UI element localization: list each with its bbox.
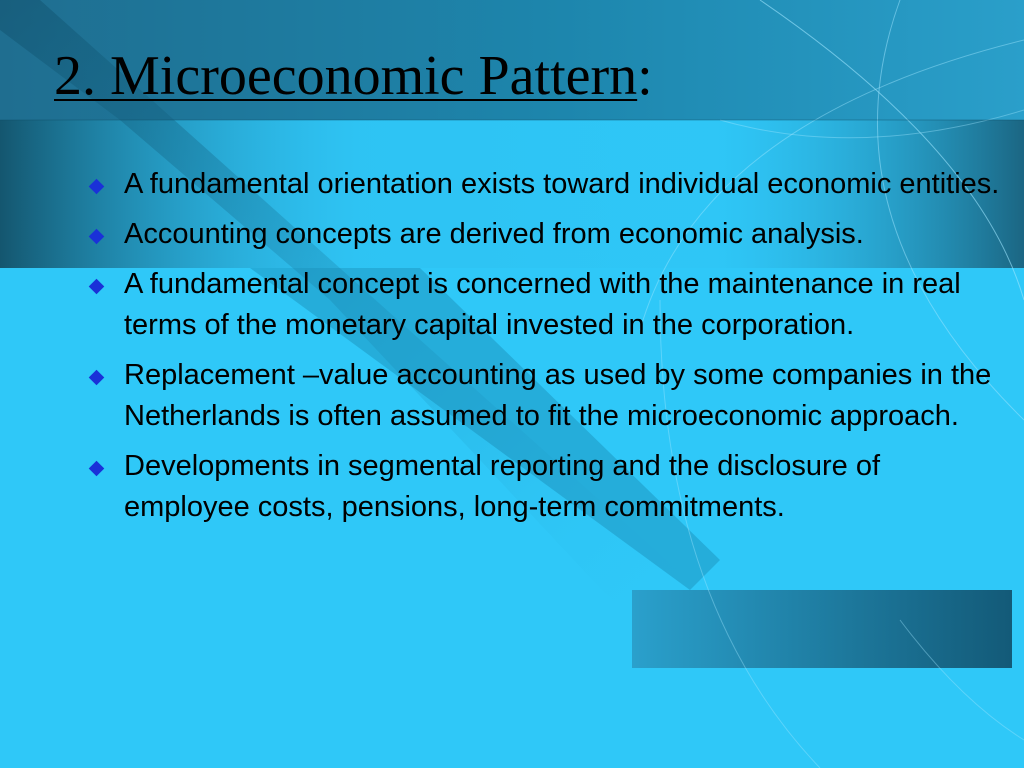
bullet-item — [84, 355, 1004, 437]
bullet-text: Replacement –value accounting as used by some companies in the Netherlands is often assumed to fit the microeconomic approach. — [124, 359, 992, 432]
bullet-item — [84, 214, 1004, 255]
bullet-list — [84, 164, 1004, 537]
bullet-text: A fundamental concept is concerned with the maintenance in real terms of the monetary capital invested in the corporation. — [124, 268, 961, 341]
blue-diamond-icon — [89, 229, 105, 245]
bullet-item — [84, 164, 1004, 205]
page-title — [54, 40, 653, 112]
blue-diamond-icon — [89, 279, 105, 295]
blue-diamond-icon — [89, 179, 105, 195]
bullet-item — [84, 264, 1004, 346]
bullet-text: A fundamental orientation exists toward individual economic entities. — [124, 168, 1000, 200]
bullet-text: Accounting concepts are derived from economic analysis. — [124, 218, 864, 250]
bullet-item — [84, 446, 1004, 528]
title-main: 2. Microeconomic Pattern — [54, 45, 638, 107]
bullet-text: Developments in segmental reporting and the disclosure of employee costs, pensions, long-term commitments. — [124, 450, 881, 523]
blue-diamond-icon — [89, 461, 105, 477]
title-colon: : — [637, 45, 653, 107]
blue-diamond-icon — [89, 370, 105, 386]
